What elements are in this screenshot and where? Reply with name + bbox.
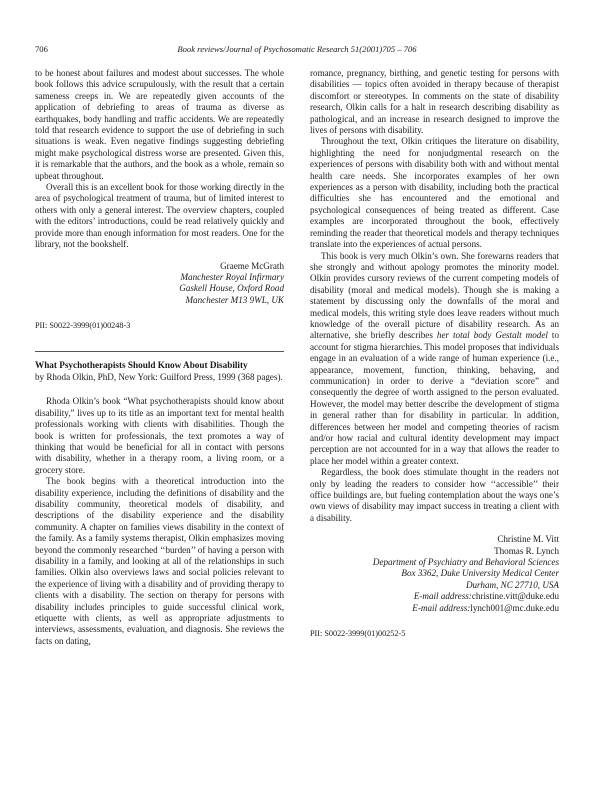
reviewer-affiliation: Department of Psychiatry and Behavioral Sciences xyxy=(372,557,559,568)
reviewer-signature xyxy=(310,534,559,614)
left-column xyxy=(35,68,284,647)
paragraph: Rhoda Olkin’s book “What psychotherapists should know about disability,” lives up to its title as an important text for mental health professionals working with clients with disabilities. Though the book is written for professionals, the text promotes a way of thinking that would be beneficial for all in contact with persons with disability, whether in a therapy room, a living room, or a grocery store. xyxy=(35,396,284,475)
reviewer-city: Durham, NC 27710, USA xyxy=(465,579,559,590)
reviewer-name: Graeme McGrath xyxy=(220,260,284,271)
running-header xyxy=(35,44,559,56)
paragraph: Throughout the text, Olkin critiques the literature on disability, highlighting the need for nonjudgmental research on the experiences of persons with disability both with and without mental health care needs. She incorporates examples of her own experiences as a person with disability, including both the practical difficulties she has encountered and the emotional and psychological consequences of being treated as different. Case examples are incorporated throughout the book, effectively reminding the reader that theoretical models and therapy techniques translate into the experiences of actual persons. xyxy=(310,136,559,250)
page-number: 706 xyxy=(35,44,48,54)
review-book-title: What Psychotherapists Should Know About Disability xyxy=(35,360,248,371)
paragraph: Regardless, the book does stimulate thought in the readers not only by leading the readers to consider how ‘‘accessible’’ their office buildings are, but fueling contemplation about the ways one’s own views of disability may impact success in treating a client with a disability. xyxy=(310,467,559,523)
reviewer-name: Thomas R. Lynch xyxy=(494,545,559,556)
email-link[interactable]: christine.vitt@duke.edu xyxy=(471,591,559,602)
journal-running-title: Book reviews/Journal of Psychosomatic Research 51(2001)705 – 706 xyxy=(177,44,417,54)
reviewer-name: Christine M. Vitt xyxy=(497,534,559,545)
reviewer-address: Box 3362, Duke University Medical Center xyxy=(401,568,559,579)
reviewer-affiliation: Manchester Royal Infirmary xyxy=(180,271,284,282)
pii-identifier: PII: S0022-3999(01)00248-3 xyxy=(35,321,131,331)
review-book-meta: by Rhoda Olkin, PhD, New York: Guilford Press, 1999 (368 pages). xyxy=(35,371,283,382)
email-link[interactable]: lynch001@mc.duke.edu xyxy=(470,602,559,613)
paragraph: The book begins with a theoretical introduction into the disability experience, including the definitions of disability and the disability community, theoretical models of disability, and descriptions of the disability experience and the disability community. A chapter on families views disability in the context of the family. As a family systems therapist, Olkin emphasizes moving beyond the commonly researched ‘‘burden’’ of having a person with disability in a family, and looking at all of the relationships in such families. Olkin also overviews laws and social policies relevant to the experience of living with a disability and of providing therapy to clients with a disability. The section on therapy for persons with disability includes principles to guide successful clinical work, etiquette with clients, as well as appropriate adjustments to interviews, assessments, evaluation, and diagnosis. She reviews the facts on dating, xyxy=(35,476,284,646)
emphasized-term: her total body Gestalt model xyxy=(436,330,548,341)
reviewer-email: E-mail address:christine.vitt@duke.edu xyxy=(413,591,559,602)
right-column xyxy=(310,68,559,639)
reviewer-city: Manchester M13 9WL, UK xyxy=(185,294,284,305)
paragraph: Overall this is an excellent book for those working directly in the area of psychological treatment of trauma, but of limited interest to others with only a general interest. The overview chapters, coupled with the editors’ introductions, could be read relatively quickly and provide more than enough information for most readers. One for the library, not the bookshelf. xyxy=(35,182,284,250)
reviewer-address: Gaskell House, Oxford Road xyxy=(179,283,284,294)
paragraph: romance, pregnancy, birthing, and genetic testing for persons with disabilities — topics often avoided in therapy because of therapist discomfort or stereotypes. In comments on the state of disability research, Olkin calls for a halt in research describing disability as pathological, and an increase in research designed to improve the lives of persons with disability. xyxy=(310,68,559,136)
reviewer-signature xyxy=(35,261,284,307)
paragraph: to be honest about failures and modest about successes. The whole book follows this advice scrupulously, with the result that a certain sameness creeps in. We are repeatedly given accounts of the application of debriefing to areas of trauma as diverse as earthquakes, body handling and traffic accidents. We are repeatedly told that research evidence to support the use of debriefing in such situations is weak. Even negative findings suggesting debriefing might make psychological distress worse are presented. Given this, it is remarkable that the authors, and the book as a whole, remain so upbeat throughout. xyxy=(35,68,284,181)
paragraph: This book is very much Olkin’s own. She forewarns readers that she strongly and without apology promotes the minority model. Olkin provides cursory reviews of the current competing models of disability (moral and medical models). Though she is making a statement by discussing only the downfalls of the moral and medical models, this writing style does leave readers without much knowledge of the overall picture of disability research. As an alternative, she briefly describes her total body Gestalt model to account for stigma hierarchies. This model proposes that individuals engage in an evaluation of a wide range of human experience (i.e., appearance, movement, function, thinking, behaving, and communication) in order to derive a “deviation score” and consequently the degree of worth assigned to the person evaluated. However, the model may better describe the development of stigma in general rather than for disability in particular. In addition, differences between her model and competing theories of racism and/or how racial and cultural identity development may impact perception are not accounted for in a way that allows the reader to place her model within a greater context. xyxy=(310,250,559,466)
pii-identifier: PII: S0022-3999(01)00252-5 xyxy=(310,629,406,639)
section-divider xyxy=(35,351,284,383)
reviewer-email: E-mail address:lynch001@mc.duke.edu xyxy=(412,602,559,613)
